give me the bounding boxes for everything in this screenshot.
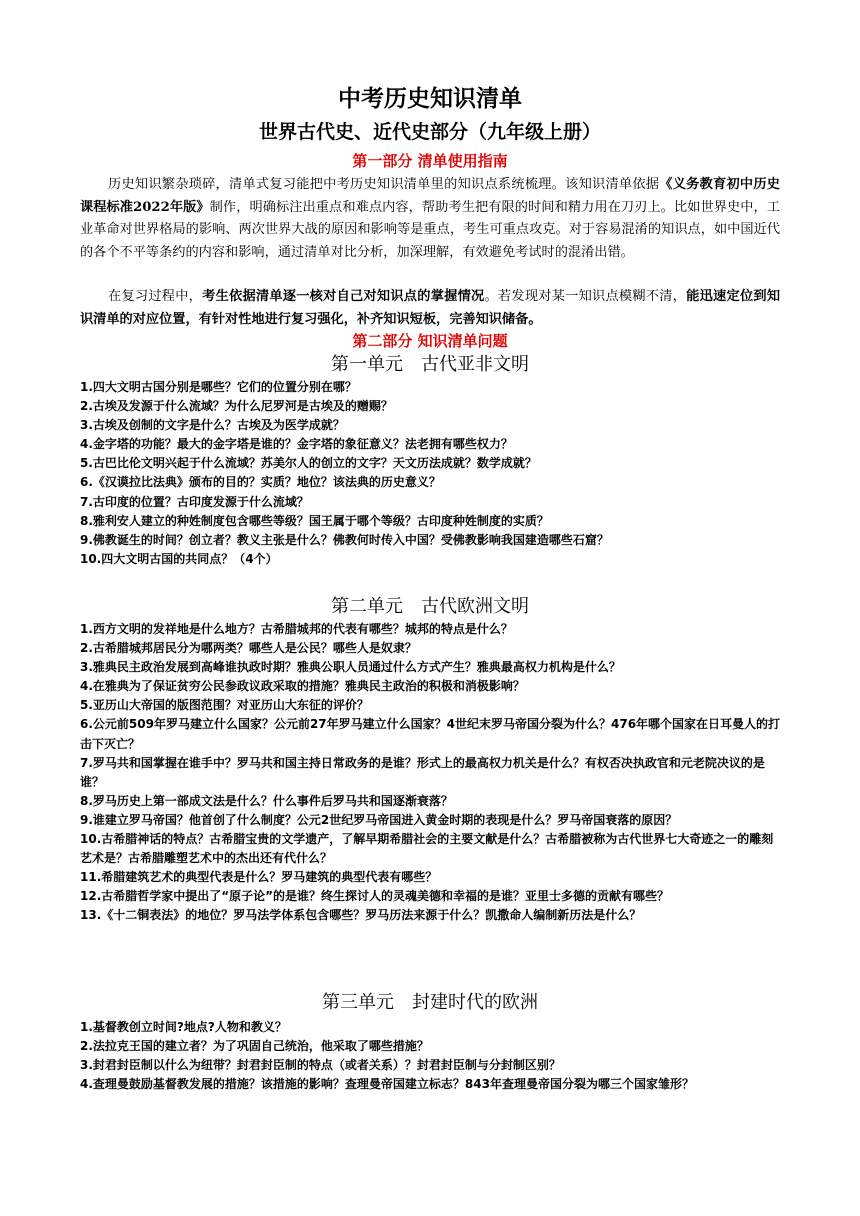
unit-2-question-list — [80, 620, 785, 926]
question-item: 1.西方文明的发祥地是什么地方？古希腊城邦的代表有哪些？城邦的特点是什么？ — [80, 622, 513, 636]
part1-paragraph-2 — [80, 286, 780, 331]
question-item: 3.雅典民主政治发展到高峰谁执政时期？雅典公职人员通过什么方式产生？雅典最高权力机构是什么？ — [80, 660, 621, 675]
unit-3-question-list — [80, 1018, 785, 1094]
part1-para2-d: 能迅速定位到知识清单的对应位置，有针对性地进行复习强化，补齐知识短板，完善知识储备。 — [80, 289, 781, 327]
question-item: 5.亚历山大帝国的版图范围？对亚历山大东征的评价？ — [80, 698, 369, 713]
question-item: 1.四大文明古国分别是哪些？它们的位置分别在哪？ — [80, 380, 357, 394]
part1-paragraph-1 — [80, 174, 780, 264]
question-item: 3.古埃及创制的文字是什么？古埃及为医学成就？ — [80, 418, 345, 433]
question-item: 1.基督教创立时间?地点?人物和教义？ — [80, 1020, 287, 1034]
part1-para1-bold: 《义务教育初中历史课程标准2022年版》 — [80, 177, 780, 215]
question-item: 6.《汉谟拉比法典》颁布的目的？实质？地位？该法典的历史意义？ — [80, 475, 441, 490]
part1-para2-b: 考生依据清单逐一核对自己对知识点的掌握情况 — [202, 289, 485, 304]
question-item: 3.封君封臣制以什么为纽带？封君封臣制的特点（或者关系）？封君封臣制与分封制区别？ — [80, 1058, 561, 1073]
question-item: 9.佛教诞生的时间？创立者？教义主张是什么？佛教何时传入中国？受佛教影响我国建造哪些石窟？ — [80, 532, 609, 547]
question-item: 2.法拉克王国的建立者？为了巩固自己统治，他采取了哪些措施？ — [80, 1039, 429, 1054]
part1-para1-text: 历史知识繁杂琐碎，清单式复习能把中考历史知识清单里的知识点系统梳理。该知识清单依据 — [108, 177, 660, 192]
part1-para2-a: 在复习过程中， — [108, 289, 203, 304]
question-item: 2.古埃及发源于什么流域？为什么尼罗河是古埃及的赠赐？ — [80, 399, 393, 414]
page-title: 中考历史知识清单 — [338, 85, 522, 112]
part1-para1-rest: 制作，明确标注出重点和难点内容，帮助考生把有限的时间和精力用在刀刃上。比如世界史中，工业革命对世界格局的影响、两次世界大战的原因和影响等是重点，考生可重点攻克。对于容易混淆的知识点，如中国近代的各个不平等条约的内容和影响，通过清单对比分析，加深理解，有效避免考试时的混淆出错。 — [80, 199, 781, 260]
question-item: 12.古希腊哲学家中提出了“原子论”的是谁？终生探讨人的灵魂美德和幸福的是谁？亚里士多德的贡献有哪些？ — [80, 889, 670, 904]
part1-para2-c: 。若发现对某一知识点模糊不清， — [484, 289, 687, 304]
question-item: 2.古希腊城邦居民分为哪两类？哪些人是公民？哪些人是奴隶？ — [80, 641, 417, 656]
question-item: 6.公元前509年罗马建立什么国家？公元前27年罗马建立什么国家？4世纪末罗马帝国分裂为什么？476年哪个国家在日耳曼人的打击下灭亡？ — [80, 717, 781, 751]
question-item: 4.查理曼鼓励基督教发展的措施？该措施的影响？查理曼帝国建立标志？843年查理曼帝国分裂为哪三个国家雏形？ — [80, 1077, 694, 1092]
unit-1-question-list — [80, 378, 785, 569]
question-item: 4.金字塔的功能？最大的金字塔是谁的？金字塔的象征意义？法老拥有哪些权力？ — [80, 437, 513, 452]
unit-1-title: 第一单元 古代亚非文明 — [331, 354, 529, 375]
question-item: 13.《十二铜表法》的地位？罗马法学体系包含哪些？罗马历法来源于什么？凯撒命人编制新历法是什么？ — [80, 908, 642, 923]
question-item: 10.四大文明古国的共同点？（4个） — [80, 551, 278, 566]
question-item: 7.古印度的位置？古印度发源于什么流域？ — [80, 494, 309, 509]
question-item: 9.谁建立罗马帝国？他首创了什么制度？公元2世纪罗马帝国进入黄金时期的表现是什么？罗马帝国衰落的原因？ — [80, 812, 678, 827]
question-item: 10.古希腊神话的特点？古希腊宝贵的文学遗产，了解早期希腊社会的主要文献是什么？古希腊被称为古代世界七大奇迹之一的雕刻艺术是？古希腊雕塑艺术中的杰出还有代什么？ — [80, 832, 774, 866]
question-item: 4.在雅典为了保证贫穷公民参政议政采取的措施？雅典民主政治的积极和消极影响？ — [80, 679, 525, 694]
part2-heading: 第二部分 知识清单问题 — [352, 332, 508, 350]
page-subtitle: 世界古代史、近代史部分（九年级上册） — [258, 121, 601, 143]
question-item: 8.罗马历史上第一部成文法是什么？什么事件后罗马共和国逐渐衰落？ — [80, 793, 453, 808]
question-item: 11.希腊建筑艺术的典型代表是什么？罗马建筑的典型代表有哪些？ — [80, 870, 438, 885]
question-item: 5.古巴比伦文明兴起于什么流域？苏美尔人的创立的文字？天文历法成就？数学成就？ — [80, 456, 537, 471]
unit-2-title: 第二单元 古代欧洲文明 — [331, 596, 529, 617]
question-item: 8.雅利安人建立的种姓制度包含哪些等级？国王属于哪个等级？古印度种姓制度的实质？ — [80, 513, 549, 528]
question-item: 7.罗马共和国掌握在谁手中？罗马共和国主持日常政务的是谁？形式上的最高权力机关是什么？有权否决执政官和元老院决议的是谁？ — [80, 755, 765, 789]
unit-3-title: 第三单元 封建时代的欧洲 — [322, 992, 538, 1013]
part1-heading: 第一部分 清单使用指南 — [352, 152, 508, 170]
